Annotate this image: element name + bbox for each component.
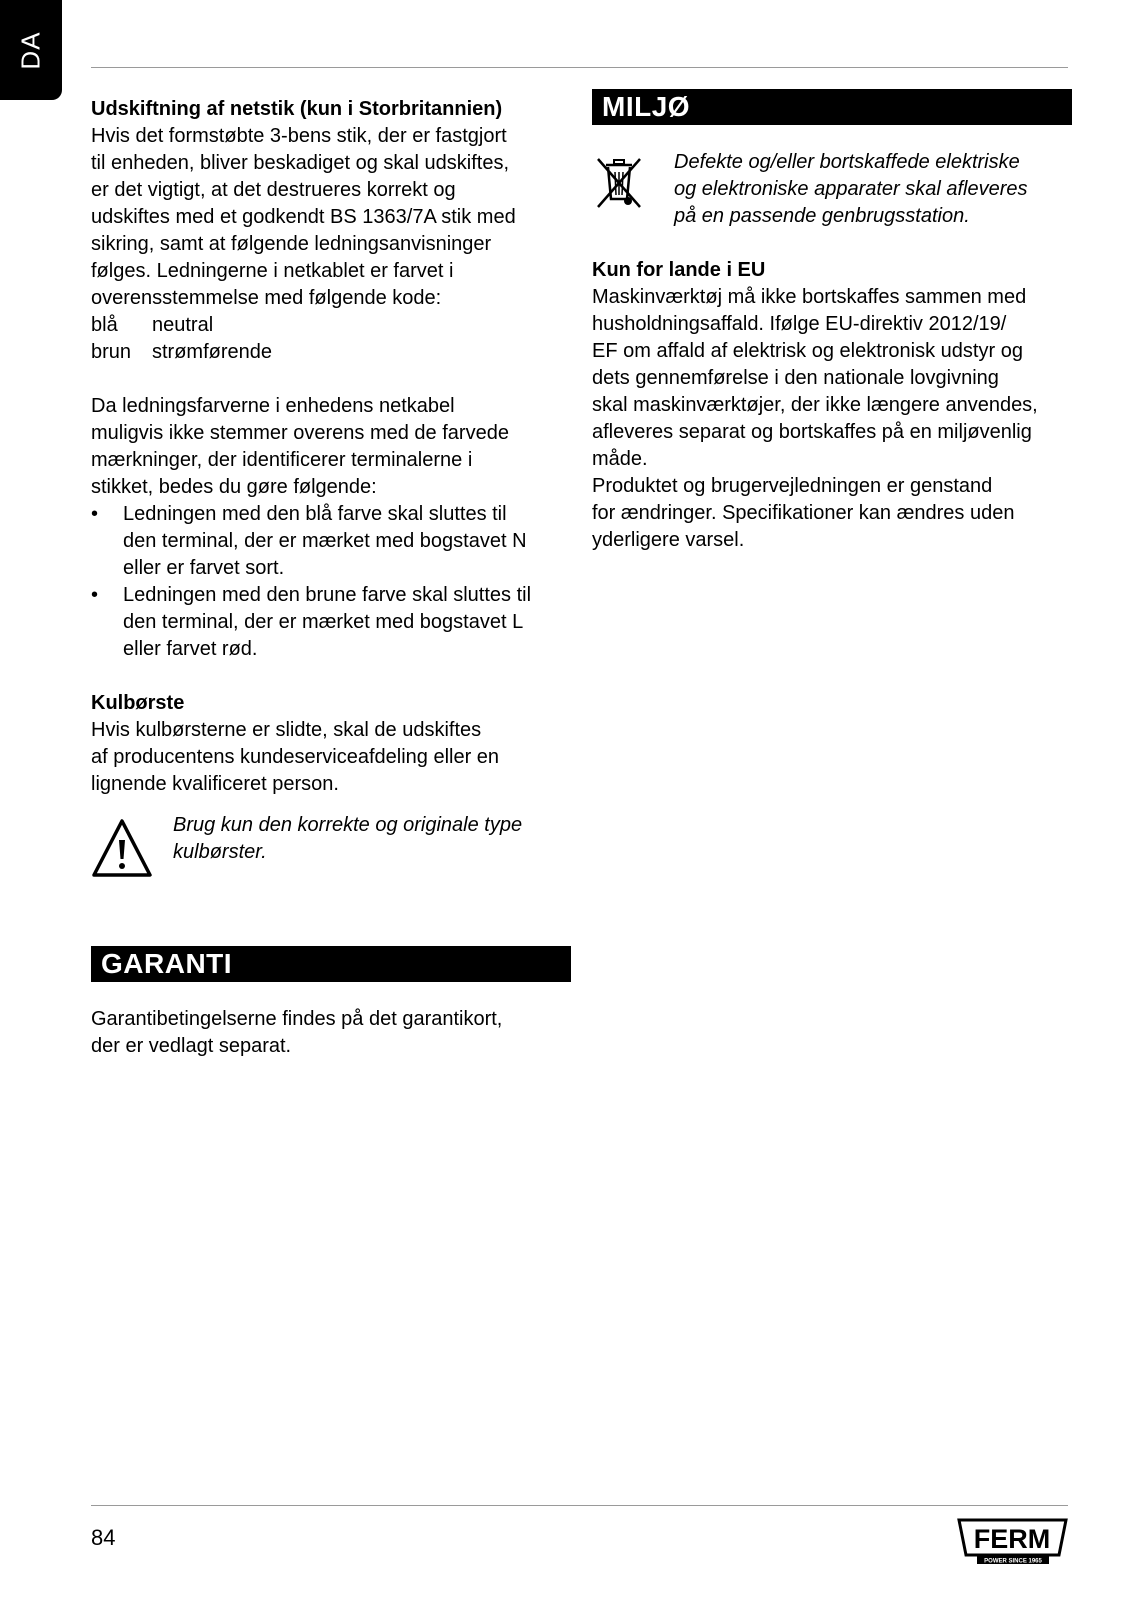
crossed-out-bin-icon (592, 149, 674, 219)
eu-line: dets gennemførelse i den nationale lovgivning (592, 367, 999, 389)
plug-line: sikring, samt at følgende ledningsanvisninger (91, 233, 492, 255)
weee-notice (592, 149, 1072, 230)
list-item-line: den terminal, der er mærket med bogstavet L (123, 611, 524, 633)
plug-heading: Udskiftning af netstik (kun i Storbritannien) (91, 98, 503, 120)
list-item-line: • Ledningen med den blå farve skal sluttes til (123, 503, 507, 525)
eu-line: skal maskinværktøjer, der ikke længere anvendes, (592, 394, 1038, 416)
plug-line: er det vigtigt, at det destrueres korrekt og (91, 179, 456, 201)
product-line: Produktet og brugervejledningen er genstand (592, 475, 993, 497)
wiring-function: neutral (152, 314, 214, 336)
warning-triangle-icon (91, 812, 173, 886)
wiring-instructions-list (91, 501, 571, 663)
list-item (91, 582, 571, 663)
plug-line: overensstemmelse med følgende kode: (91, 287, 442, 309)
footer-rule (91, 1505, 1068, 1506)
logo-brand: FERM (973, 1524, 1051, 1554)
eu-line: måde. (592, 448, 648, 470)
plug-line: Hvis det formstøbte 3-bens stik, der er fastgjort (91, 125, 507, 147)
left-column (91, 96, 571, 1060)
colour-line: stikket, bedes du gøre følgende: (91, 476, 377, 498)
logo-tagline: POWER SINCE 1965 (984, 1558, 1042, 1565)
wiring-row (91, 312, 571, 339)
right-column (592, 89, 1072, 554)
product-line: yderligere varsel. (592, 529, 745, 551)
colour-line: Da ledningsfarverne i enhedens netkabel (91, 395, 455, 417)
wiring-color: brun (91, 341, 132, 363)
list-item-line: eller er farvet sort. (123, 557, 285, 579)
list-item-line: eller farvet rød. (123, 638, 258, 660)
wiring-color: blå (91, 314, 118, 336)
language-tab (0, 0, 62, 100)
garanti-line: Garantibetingelserne findes på det garantikort, (91, 1008, 503, 1030)
plug-line: følges. Ledningerne i netkablet er farvet i (91, 260, 454, 282)
brush-line: af producentens kundeserviceafdeling eller en (91, 746, 500, 768)
list-item (91, 501, 571, 582)
product-line: for ændringer. Specifikationer kan ændres uden (592, 502, 1015, 524)
weee-line: Defekte og/eller bortskaffede elektriske (674, 151, 1020, 173)
ferm-logo (955, 1517, 1070, 1565)
language-tab-label: DA (15, 30, 46, 70)
page-number: 84 (91, 1525, 116, 1550)
wiring-function: strømførende (152, 341, 273, 363)
warning-line: kulbørster. (173, 841, 267, 863)
garanti-section-title: GARANTI (91, 946, 571, 982)
brush-heading: Kulbørste (91, 692, 185, 714)
wiring-row (91, 339, 571, 366)
eu-line: afleveres separat og bortskaffes på en miljøvenlig (592, 421, 1032, 443)
colour-line: muligvis ikke stemmer overens med de farvede (91, 422, 509, 444)
brush-line: lignende kvalificeret person. (91, 773, 339, 795)
colour-line: mærkninger, der identificerer terminalerne i (91, 449, 473, 471)
header-rule (91, 67, 1068, 68)
plug-line: til enheden, bliver beskadiget og skal udskiftes, (91, 152, 510, 174)
list-item-line: • Ledningen med den brune farve skal sluttes til (123, 584, 532, 606)
plug-line: udskiftes med et godkendt BS 1363/7A stik med (91, 206, 516, 228)
miljo-section-title: MILJØ (592, 89, 1072, 125)
eu-line: EF om affald af elektrisk og elektronisk udstyr og (592, 340, 1023, 362)
weee-line: og elektroniske apparater skal afleveres (674, 178, 1028, 200)
eu-heading: Kun for lande i EU (592, 259, 766, 281)
eu-line: husholdningsaffald. Ifølge EU-direktiv 2012/19/ (592, 313, 1007, 335)
warning-line: Brug kun den korrekte og originale type (173, 814, 523, 836)
list-item-line: den terminal, der er mærket med bogstavet N (123, 530, 527, 552)
brush-line: Hvis kulbørsterne er slidte, skal de udskiftes (91, 719, 482, 741)
garanti-line: der er vedlagt separat. (91, 1035, 292, 1057)
weee-line: på en passende genbrugsstation. (674, 205, 970, 227)
eu-line: Maskinværktøj må ikke bortskaffes sammen med (592, 286, 1027, 308)
warning-notice (91, 812, 571, 886)
